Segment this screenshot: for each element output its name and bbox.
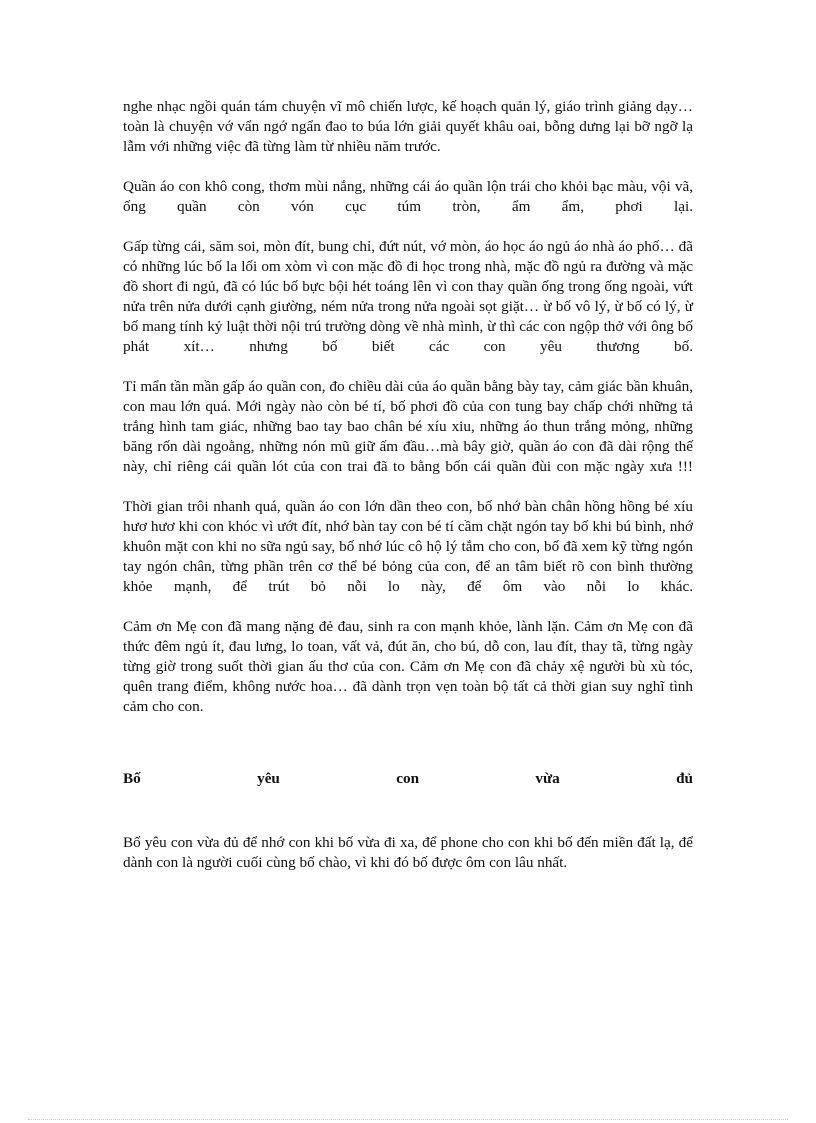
- paragraph-2: Quần áo con khô cong, thơm mùi nắng, những cái áo quần lộn trái cho khỏi bạc màu, vội vã, ống quần còn vón cục túm tròn, ẩm ẩm, phơi lại.: [123, 178, 693, 215]
- paragraph-3: Gấp từng cái, săm soi, mòn đít, bung chỉ, đứt nút, vớ mòn, áo học áo ngủ áo nhà áo phố… đã có những lúc bố la lối om xòm vì con mặc đồ đi học trong nhà, mặc đồ ngủ ra đường và mặc đồ short đi ngủ, đã có lúc bố bực bội hét toáng lên vì con thay quần ống trong ống ngoài, vứt nửa trên nửa dưới cạnh giường, ném nửa trong nửa ngoài sọt giặt… ừ bố vô lý, ừ bố có lý, ừ bố mang tính kỷ luật thời nội trú trường dòng về nhà mình, ừ thì các con ngộp thở với ông bố phát xít… nhưng bố biết các con yêu thương bố.: [123, 238, 693, 355]
- heading-spacer: [123, 789, 693, 833]
- section-heading: Bố yêu con vừa đủ: [123, 770, 693, 787]
- page-bottom-divider: [28, 1119, 788, 1120]
- paragraph-5: Thời gian trôi nhanh quá, quần áo con lớn dần theo con, bố nhớ bàn chân hồng hồng bé xíu hươ hươ khi con khóc vì ướt đít, nhớ bàn tay con bé tí cầm chặt ngón tay bố khi bú bình, nhớ khuôn mặt con khi no sữa ngủ say, bố nhớ lúc cô hộ lý tắm cho con, bố đã xem kỹ từng ngón tay ngón chân, từng phần trên cơ thể bé bỏng của con, để an tâm biết rõ con bình thường khỏe mạnh, để trút bỏ nỗi lo này, để ôm vào nỗi lo khác.: [123, 498, 693, 595]
- closing-paragraph: Bố yêu con vừa đủ để nhớ con khi bố vừa đi xa, để phone cho con khi bố đến miền đất lạ, để dành con là người cuối cùng bố chào, vì khi đó bố được ôm con lâu nhất.: [123, 834, 693, 871]
- paragraph-1: nghe nhạc ngồi quán tám chuyện vĩ mô chiến lược, kế hoạch quản lý, giáo trình giảng dạy… toàn là chuyện vớ vẩn ngớ ngẩn đao to búa lớn giải quyết khâu oai, bỗng dưng lại bỡ ngỡ lạ lẫm với những việc đã từng làm từ nhiều năm trước.: [123, 98, 693, 155]
- document-body: [123, 97, 693, 893]
- paragraph-4: Tỉ mẩn tần mần gấp áo quần con, đo chiều dài của áo quần bằng bày tay, cảm giác bần khuân, con mau lớn quá. Mới ngày nào còn bé tí, bố phơi đồ của con tung bay chấp chới những tả trắng hình tam giác, những bao tay bao chân bé xíu xiu, những áo thun trắng mỏng, những băng rốn dài ngoằng, những nón mũ giữ ấm đầu…mà bây giờ, quần áo con đã dài rộng thế này, chỉ riêng cái quần lót của con trai đã to bằng bốn cái quần đùi con mặc ngày xưa !!!: [123, 378, 693, 475]
- paragraph-6: Cảm ơn Mẹ con đã mang nặng đẻ đau, sinh ra con mạnh khỏe, lành lặn. Cảm ơn Mẹ con đã thức đêm ngủ ít, đau lưng, lo toan, vất vả, đút ăn, cho bú, dỗ con, lau đít, thay tã, từng ngày từng giờ trong suốt thời gian ấu thơ của con. Cảm ơn Mẹ con đã chảy xệ người bù xù tóc, quên trang điểm, không nước hoa… đã dành trọn vẹn toàn bộ tất cả thời gian suy nghĩ tình cảm cho con.: [123, 618, 693, 715]
